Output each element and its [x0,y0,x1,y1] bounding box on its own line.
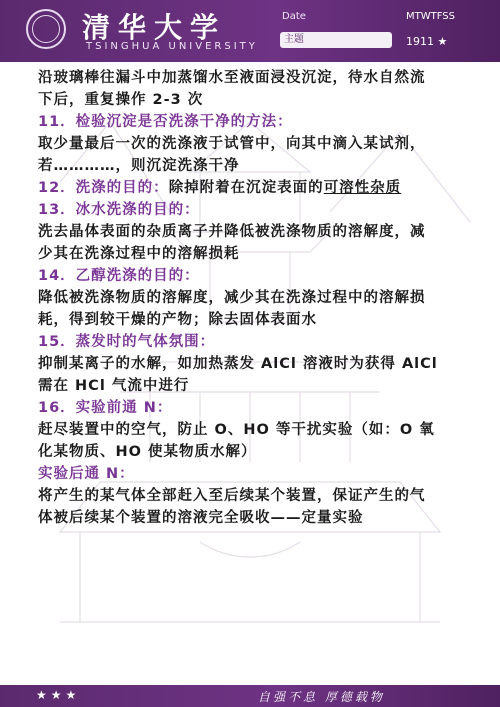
body-text: 降低被洗涤物质的溶解度，减少其在洗涤过程中的溶解损 [38,290,426,306]
text-line [38,177,468,199]
body-text: 下后，重复操作 2-3 次 [38,92,204,108]
university-seal-icon [26,9,66,49]
topic-field[interactable]: 主题 [280,32,392,48]
date-label: Date [282,11,306,22]
section-heading: 14．乙醇洗涤的目的： [38,268,200,284]
notes-body [38,67,468,529]
footer-motto: 自强不息 厚德载物 [258,690,385,704]
footer-banner [0,685,500,707]
body-text: 抑制某离子的水解，如加热蒸发 AlCl 溶液时为获得 AlCl [38,356,438,372]
header-banner [0,0,500,62]
body-text: 沿玻璃棒往漏斗中加蒸馏水至液面浸没沉淀，待水自然流 [38,70,426,86]
text-line [38,353,468,375]
footer-stars-icon: ★★★ [36,688,81,702]
weekday-code: MTWTFSS [406,11,456,22]
body-text: 需在 HCl 气流中进行 [38,378,190,394]
text-line [38,89,468,111]
text-line [38,111,468,133]
text-line [38,287,468,309]
body-text: 赶尽装置中的空气，防止 O、HO 等干扰实验（如：O 氧 [38,422,435,438]
text-line [38,419,468,441]
body-text: 除掉附着在沉淀表面的 [168,180,324,196]
body-text: 将产生的某气体全部赶入至后续某个装置，保证产生的气 [38,488,426,504]
section-heading: 15．蒸发时的气体氛围： [38,334,216,350]
section-heading: 11．检验沉淀是否洗涤干净的方法： [38,114,293,130]
text-line [38,243,468,265]
text-line [38,331,468,353]
section-heading: 13．冰水洗涤的目的： [38,202,200,218]
body-text: 体被后续某个装置的溶液完全吸收——定量实验 [38,510,364,526]
section-heading: 实验后通 N： [38,466,135,482]
text-line [38,441,468,463]
body-text: 耗，得到较干燥的产物；除去固体表面水 [38,312,317,328]
body-text: 若…………，则沉淀洗涤干净 [38,158,240,174]
brand-chinese-name: 清华大学 [82,11,227,44]
body-text: 少其在洗涤过程中的溶解损耗 [38,246,240,262]
text-line [38,309,468,331]
underlined-term: 可溶性杂质 [323,180,402,196]
text-line [38,397,468,419]
text-line [38,265,468,287]
body-text: 洗去晶体表面的杂质离子并降低被洗涤物质的溶解度，减 [38,224,426,240]
body-text: 化某物质、HO 使某物质水解） [38,444,257,460]
text-line [38,67,468,89]
brand-english-name: TSINGHUA UNIVERSITY [86,41,258,52]
text-line [38,221,468,243]
text-line [38,463,468,485]
text-line [38,155,468,177]
text-line [38,485,468,507]
text-line [38,133,468,155]
section-heading: 12．洗涤的目的： [38,180,169,196]
text-line [38,507,468,529]
text-line [38,199,468,221]
text-line [38,375,468,397]
body-text: 取少量最后一次的洗涤液于试管中，向其中滴入某试剂， [38,136,426,152]
founding-year: 1911 ★ [406,35,448,48]
section-heading: 16．实验前通 N： [38,400,173,416]
